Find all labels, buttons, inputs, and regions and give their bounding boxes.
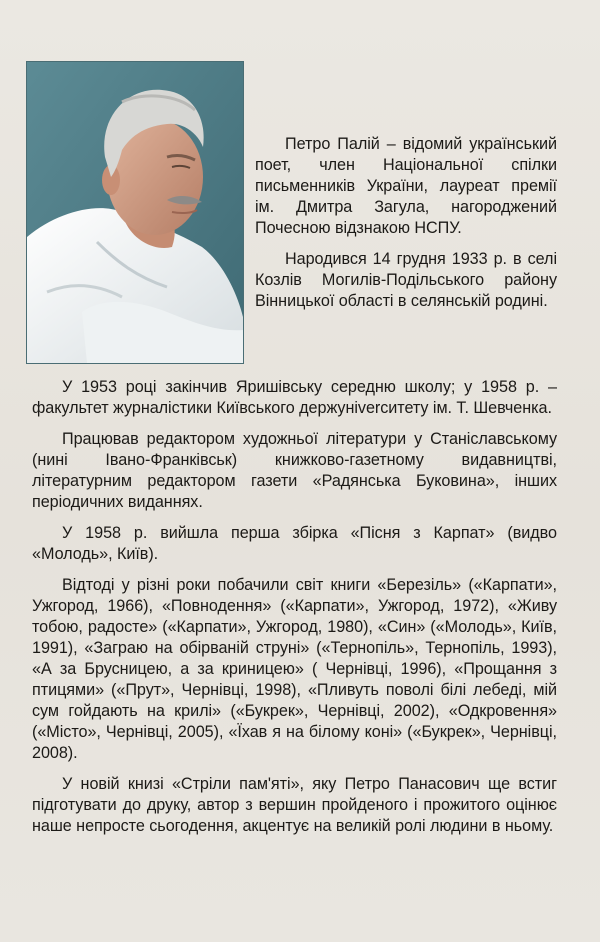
bio-paragraph-2: Народився 14 грудня 1933 р. в селі Козлів Могилів-Подільського району Вінницької області в селянській родині.: [255, 250, 557, 310]
bio-paragraph-5: У 1958 р. вийшла перша збірка «Пісня з Карпат» (видво «Молодь», Київ).: [32, 524, 557, 563]
author-portrait-photo: [27, 62, 243, 363]
bio-paragraph-4: Працював редактором художньої літератури у Станіславському (нині Івано-Франківськ) книжково-газетному видавництві, літературним редактором газети «Радянська Буковина», інших періодичних виданнях.: [32, 430, 557, 511]
author-portrait-illustration: [27, 62, 243, 363]
bio-paragraph-6: Відтоді у різні роки побачили світ книги «Березіль» («Карпати», Ужгород, 1966), «Повнодення» («Карпати», Ужгород, 1972), «Живу тобою, радосте» («Карпати», Ужгород, 1980), «Син» («Молодь», Київ, 1991), «Заграю на обірваній струні» («Тернопіль», Тернопіль, 1993), «А за Брусницею, а за криницею» ( Чернівці, 1996), «Прощання з птицями» («Прут», Чернівці, 1998), «Пливуть поволі білі лебеді, мій сум гойдають на крилі» («Букрек», Чернівці, 2002), «Одкровення» («Місто», Чернівці, 2005), «Їхав я на білому коні» («Букрек», Чернівці, 2008).: [32, 576, 557, 762]
bio-paragraph-7: У новій книзі «Стріли пам'яті», яку Петро Панасович ще встиг підготувати до друку, автор з вершин пройденого і прожитого оцінює наше непросте сьогодення, акцентує на великій ролі людини в ньому.: [32, 775, 557, 835]
bio-paragraph-3: У 1953 році закінчив Яришівську середню школу; у 1958 р. – факультет журналістики Київського держуніverситету ім. Т. Шевченка.: [32, 378, 557, 417]
bio-paragraph-1: Петро Палій – відомий український поет, член Національної спілки письменників України, лауреат премії ім. Дмитра Загула, нагороджений Почесною відзнакою НСПУ.: [255, 135, 557, 237]
intro-text-column: [255, 134, 557, 312]
main-text-column: [32, 377, 557, 837]
